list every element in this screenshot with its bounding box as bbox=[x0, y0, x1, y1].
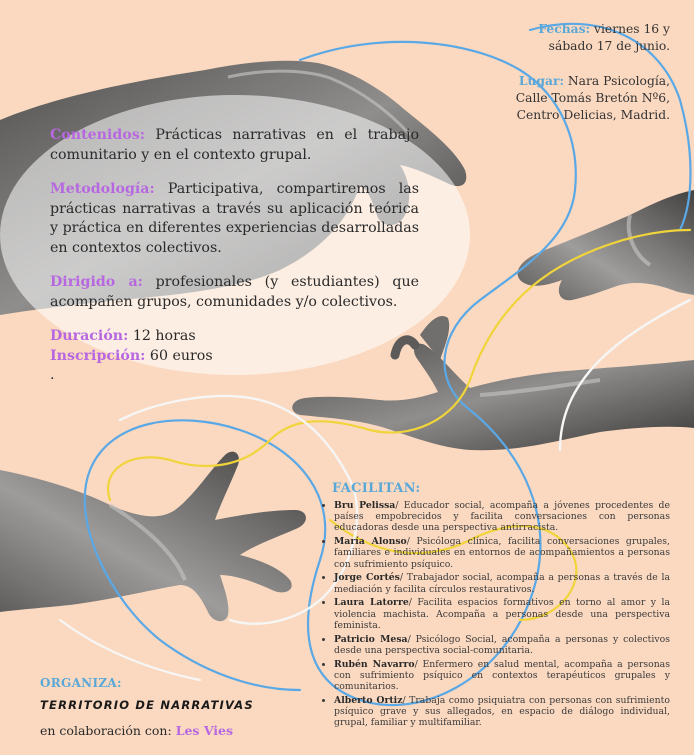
facilitator-name: Patricio Mesa bbox=[334, 633, 408, 645]
duracion-line bbox=[50, 327, 419, 347]
inscripcion-label: Inscripción: bbox=[50, 347, 146, 364]
facilitan-title: FACILITAN: bbox=[332, 481, 421, 496]
facilitator-name: Bru Pelissa bbox=[334, 500, 396, 511]
course-details bbox=[50, 126, 419, 386]
dirigido-paragraph bbox=[50, 273, 419, 312]
lugar-value-3: Centro Delicias, Madrid. bbox=[516, 108, 670, 122]
facilitator-name: María Alonso bbox=[334, 536, 407, 548]
organiza-label: ORGANIZA: bbox=[40, 676, 122, 690]
fechas-value-2: sábado 17 de junio. bbox=[548, 39, 670, 53]
list-item bbox=[334, 572, 670, 594]
dirigido-text: profesionales (y estudiantes) que acompañen grupos, comunidades y/o colectivos. bbox=[50, 274, 420, 310]
list-item bbox=[334, 659, 670, 693]
list-item bbox=[334, 536, 670, 570]
facilitator-name: Rubén Navarro bbox=[334, 658, 415, 670]
contenidos-text: Prácticas narrativas en el trabajo comunitario y en el contexto grupal. bbox=[50, 127, 419, 163]
organizer-name: TERRITORIO DE NARRATIVAS bbox=[40, 698, 254, 712]
fechas-value-1: viernes 16 y bbox=[594, 22, 670, 36]
trailing-period: . bbox=[50, 367, 55, 383]
facilitator-desc: / Psicóloga clínica, facilita conversaciones grupales, familiares e individuales en entornos de acompañamientos a personas con sufrimiento psíquico. bbox=[334, 536, 670, 570]
lugar-line-1 bbox=[516, 72, 670, 90]
duracion-text: 12 horas bbox=[132, 328, 196, 344]
contenidos-label: Contenidos: bbox=[50, 127, 145, 143]
list-item bbox=[334, 597, 670, 631]
hand-bottom-left bbox=[0, 452, 306, 622]
dirigido-label: Dirigido a: bbox=[50, 274, 143, 290]
facilitator-desc: / Trabajador social, acompaña a personas a través de la mediación y facilita círculos restaurativos. bbox=[334, 572, 671, 595]
lugar-label: Lugar: bbox=[518, 73, 564, 88]
list-item bbox=[334, 500, 670, 534]
inscripcion-line bbox=[50, 347, 419, 367]
facilitator-name: Alberto Ortiz bbox=[334, 694, 403, 706]
inscripcion-text: 60 euros bbox=[149, 347, 213, 364]
facilitator-name: Laura Latorre bbox=[334, 597, 409, 609]
list-item bbox=[334, 695, 670, 729]
collaboration-line bbox=[40, 723, 233, 738]
duracion-label: Duración: bbox=[50, 328, 129, 344]
facilitators-list bbox=[322, 500, 670, 731]
contenidos-paragraph bbox=[50, 126, 419, 165]
fechas-line-1 bbox=[516, 20, 670, 38]
metodologia-label: Metodología: bbox=[50, 181, 155, 197]
facilitator-desc: / Educador social, acompaña a jóvenes procedentes de países empobrecidos y facilita conversaciones con personas educadoras desde una perspectiva antirracista. bbox=[334, 500, 670, 534]
metodologia-paragraph bbox=[50, 180, 419, 258]
event-info bbox=[516, 20, 670, 124]
fechas-label: Fechas: bbox=[538, 21, 591, 36]
facilitator-desc: / Psicólogo Social, acompaña a personas y colectivos desde una perspectiva social-comunitaria. bbox=[334, 633, 670, 656]
metodologia-text: Participativa, compartiremos las prácticas narrativas a través su aplicación teórica y práctica en diferentes experiencias desarrolladas en contextos colectivos. bbox=[50, 181, 419, 256]
facilitator-desc: / Trabaja como psiquiatra con personas con sufrimiento psíquico grave y sus allegados, en espacio de diálogo individual, grupal, familiar y multifamiliar. bbox=[334, 694, 670, 729]
facilitator-desc: / Enfermero en salud mental, acompaña a personas con sufrimiento psíquico en contextos terapéuticos grupales y comunitarios. bbox=[334, 658, 670, 693]
list-item bbox=[334, 634, 670, 656]
facilitator-desc: / Facilita espacios formativos en torno al amor y la violencia machista. Acompaña a personas desde una perspectiva feminista. bbox=[334, 597, 670, 631]
facilitator-name: Jorge Cortés bbox=[334, 572, 400, 584]
collab-prefix: en colaboración con: bbox=[40, 723, 172, 738]
lugar-value-2: Calle Tomás Bretón Nº6, bbox=[515, 91, 670, 105]
collab-name: Les Vies bbox=[175, 723, 234, 738]
lugar-value-1: Nara Psicología, bbox=[567, 74, 670, 88]
